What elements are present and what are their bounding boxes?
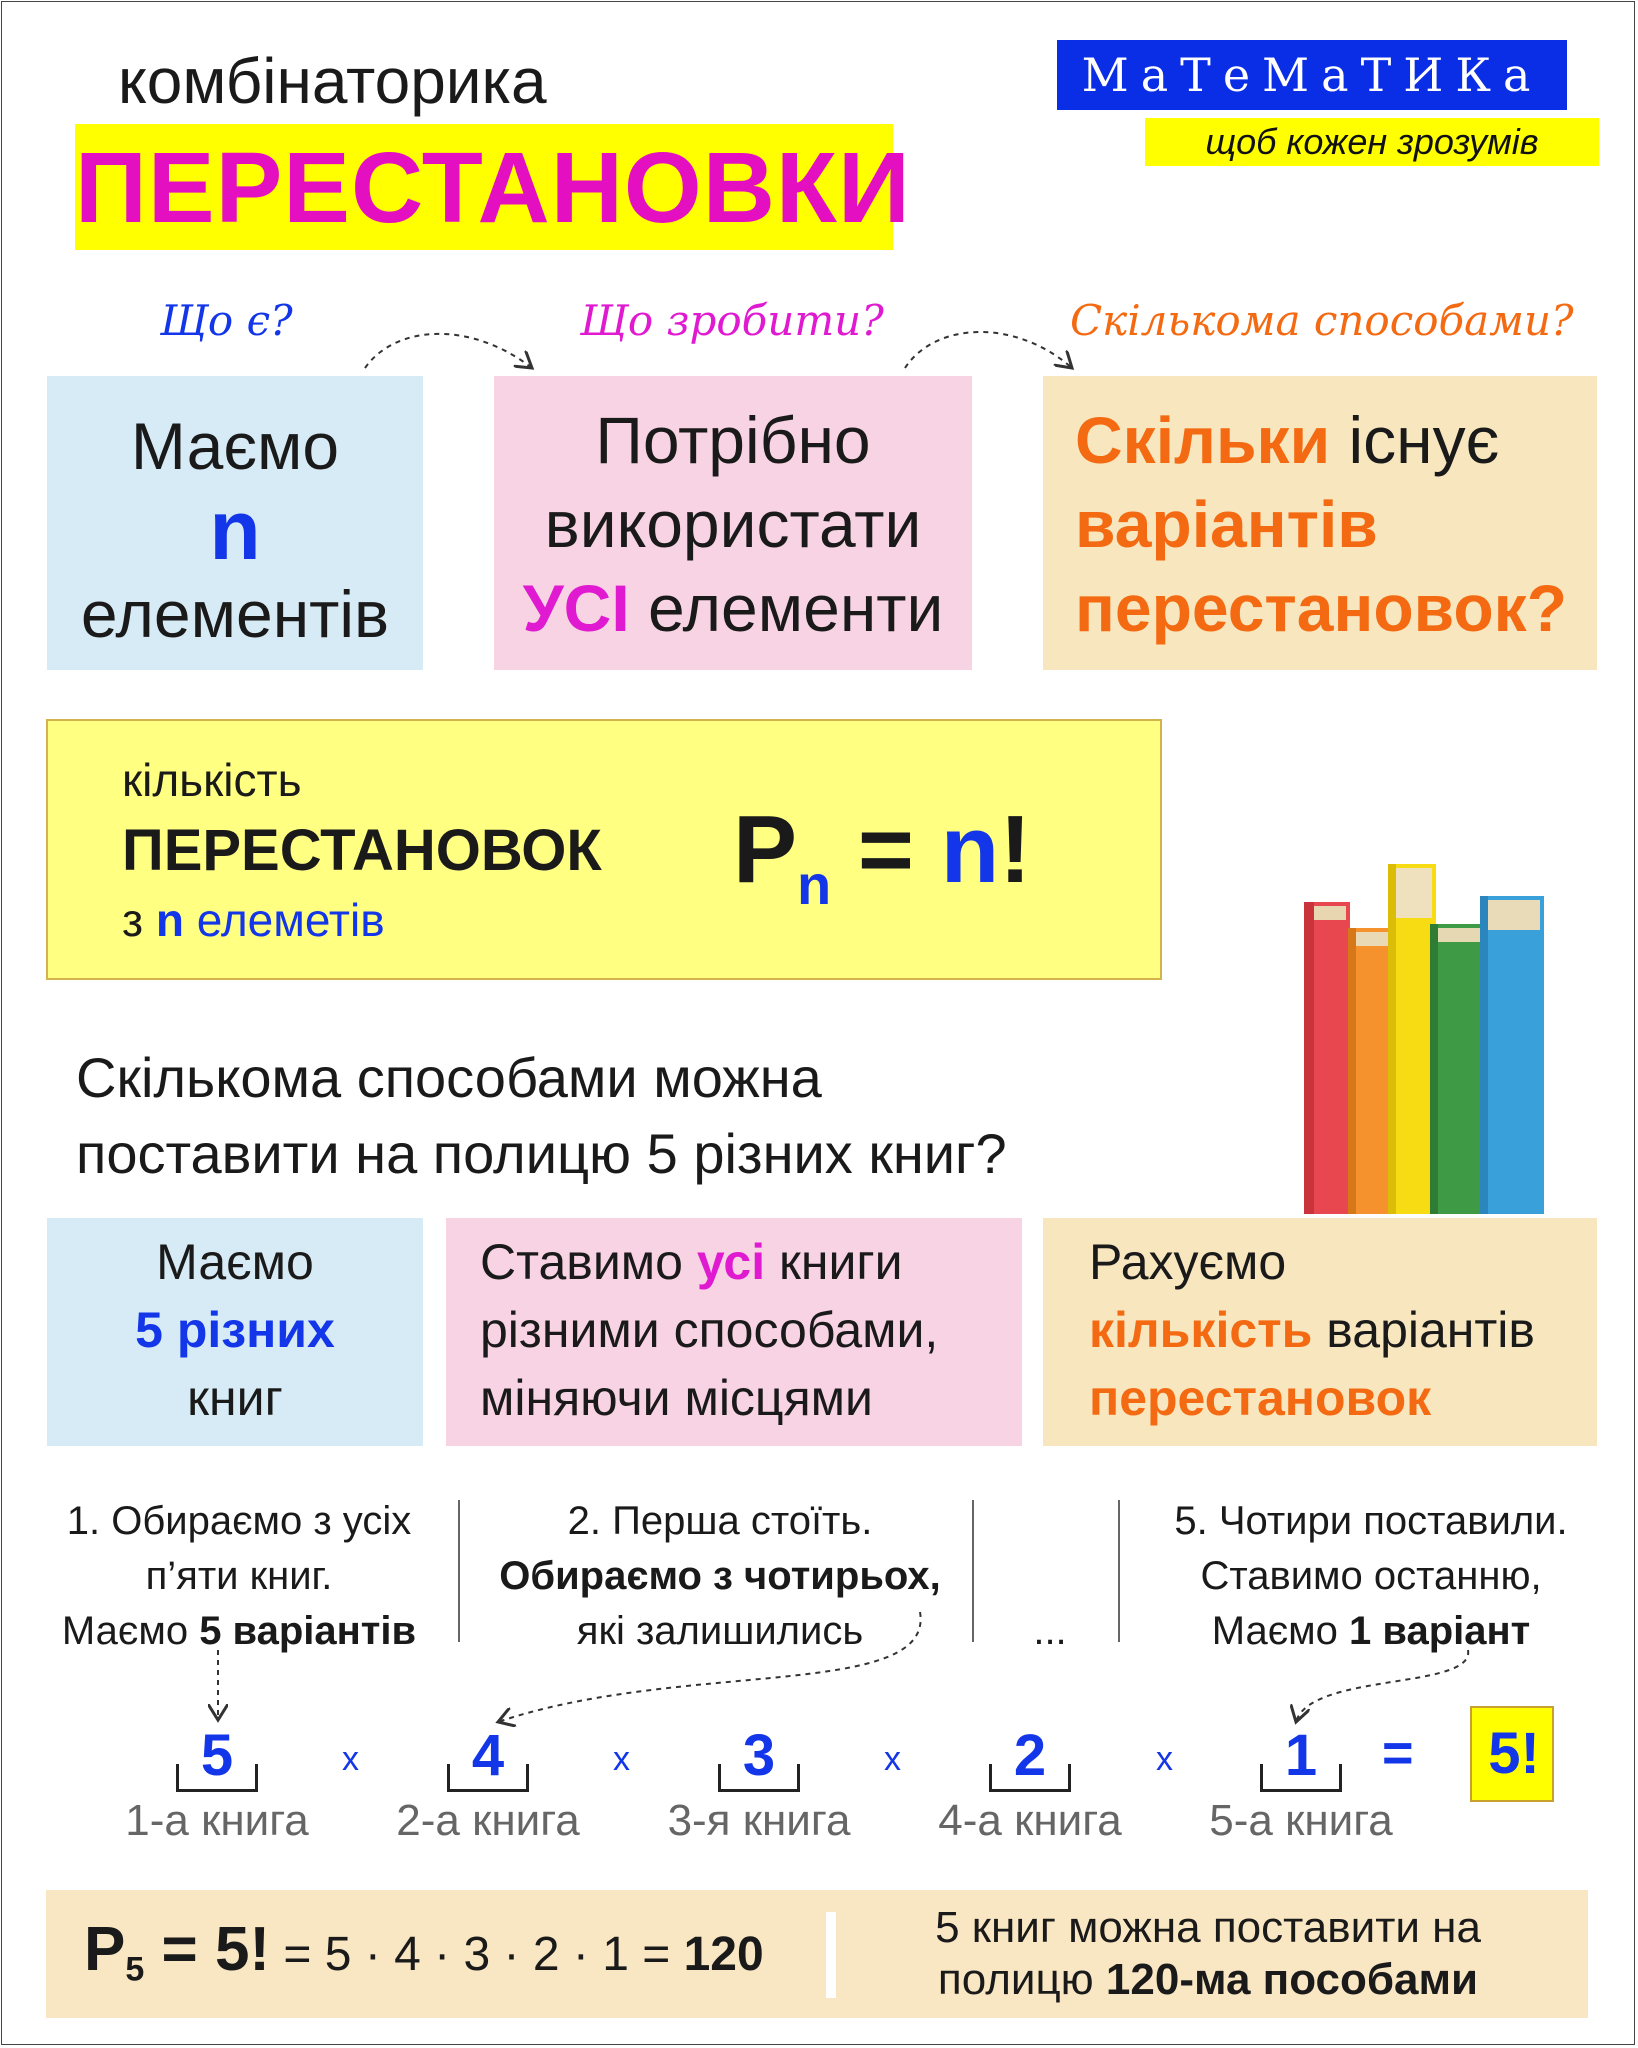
step1-line2: п’яти книг. bbox=[145, 1554, 333, 1598]
box-have-line3: елементів bbox=[80, 577, 390, 651]
bracket-5 bbox=[1260, 1764, 1342, 1792]
formula-of-rest: елеметів bbox=[183, 894, 385, 946]
formula-of-prefix: з bbox=[122, 894, 156, 946]
mid-put-l1a: Ставимо bbox=[480, 1234, 697, 1290]
summary-conclusion bbox=[858, 1902, 1558, 2006]
permutation-formula bbox=[733, 795, 1031, 917]
box-five-books bbox=[47, 1218, 423, 1446]
factor-4: 2 bbox=[1013, 1723, 1047, 1788]
page-title: ПЕРЕСТАНОВКИ bbox=[75, 132, 911, 244]
box-count-line1 bbox=[1075, 398, 1597, 482]
formula-sub: n bbox=[797, 853, 832, 916]
summary-expansion: = 5 · 4 · 3 · 2 · 1 = bbox=[270, 1928, 684, 1981]
box-need-line3 bbox=[494, 566, 972, 650]
formula-rhs-n: n bbox=[940, 796, 1000, 903]
mid-have-line1: Маємо bbox=[156, 1234, 314, 1290]
times-sign: x bbox=[884, 1740, 901, 1778]
conclusion-line1: 5 книг можна поставити на bbox=[935, 1903, 1481, 1952]
mid-have-line2: 5 різних bbox=[135, 1302, 335, 1358]
answer-box bbox=[1470, 1706, 1554, 1802]
question-what-is: Що є? bbox=[160, 296, 293, 345]
formula-of-label bbox=[122, 893, 385, 947]
mid-put-l1c: книги bbox=[765, 1234, 903, 1290]
box-need-rest: елементи bbox=[629, 571, 944, 645]
mid-count-line3: перестановок bbox=[1089, 1370, 1432, 1426]
factor-2: 4 bbox=[471, 1723, 505, 1788]
times-sign: x bbox=[1156, 1740, 1173, 1778]
box-need-line2: використати bbox=[544, 487, 922, 561]
answer-factorial: 5! bbox=[1488, 1721, 1540, 1786]
box-need-line1: Потрібно bbox=[595, 403, 871, 477]
factor-label-1: 1-а книга bbox=[125, 1796, 309, 1845]
step5-line2: Ставимо останню, bbox=[1200, 1554, 1542, 1598]
step-2 bbox=[470, 1494, 970, 1659]
box-have-line1: Маємо bbox=[130, 409, 340, 483]
box-have-n-elements bbox=[47, 376, 423, 670]
mid-put-line2: різними способами, bbox=[480, 1302, 939, 1358]
arrow-q1-q2 bbox=[365, 334, 532, 368]
step-1 bbox=[30, 1494, 448, 1659]
book-green bbox=[1430, 924, 1486, 1214]
equals-sign: = bbox=[1382, 1723, 1414, 1783]
arrow-step5 bbox=[1296, 1650, 1468, 1722]
conclusion-line2 bbox=[858, 1954, 1558, 2006]
mid-put-all: усі bbox=[696, 1234, 766, 1290]
step1-l3a: Маємо bbox=[61, 1609, 200, 1653]
question-what-to-do: Що зробити? bbox=[580, 296, 884, 345]
mid-count-line2 bbox=[1089, 1296, 1597, 1364]
book-yellow bbox=[1388, 864, 1436, 1214]
formula-count-label: кількість bbox=[122, 754, 302, 806]
step-5 bbox=[1125, 1494, 1617, 1659]
formula-rhs-bang: ! bbox=[999, 796, 1032, 903]
formula-perms-label: ПЕРЕСТАНОВОК bbox=[122, 818, 602, 883]
formula-p: P bbox=[733, 796, 798, 903]
step5-line1: 5. Чотири поставили. bbox=[1174, 1499, 1568, 1543]
formula-eq: = bbox=[831, 796, 941, 903]
problem-line1: Скількома способами можна bbox=[76, 1046, 822, 1109]
subtitle: комбінаторика bbox=[118, 45, 547, 117]
box-count-variants: варіантів bbox=[1075, 487, 1378, 561]
book-blue bbox=[1480, 896, 1544, 1214]
summary-sub: 5 bbox=[125, 1950, 145, 1989]
step-ellipsis bbox=[985, 1494, 1115, 1659]
problem-statement bbox=[76, 1040, 1007, 1192]
times-sign: x bbox=[342, 1740, 359, 1778]
mid-count-line1: Рахуємо bbox=[1089, 1234, 1287, 1290]
summary-calculation bbox=[84, 1914, 764, 1990]
conclusion-l2a: полицю bbox=[937, 1955, 1106, 2004]
formula-box bbox=[46, 719, 1162, 980]
step1-line1: 1. Обираємо з усіх bbox=[66, 1499, 412, 1543]
mid-put-line3: міняючи місцями bbox=[480, 1370, 873, 1426]
mid-count-quantity: кількість bbox=[1089, 1302, 1313, 1358]
step2-line3: які залишились bbox=[576, 1609, 864, 1653]
step-divider bbox=[1118, 1500, 1120, 1642]
box-count-perms: перестановок? bbox=[1075, 571, 1568, 645]
mid-have-line3: книг bbox=[187, 1370, 283, 1426]
factor-label-3: 3-я книга bbox=[667, 1796, 851, 1845]
step1-line3 bbox=[30, 1604, 448, 1659]
step-ellipsis-text: ... bbox=[1033, 1609, 1067, 1653]
factor-1: 5 bbox=[200, 1723, 234, 1788]
factor-label-5: 5-а книга bbox=[1209, 1796, 1393, 1845]
step5-line3 bbox=[1125, 1604, 1617, 1659]
summary-bar bbox=[46, 1890, 1588, 2018]
step-divider bbox=[458, 1500, 460, 1642]
question-how-many: Скількома способами? bbox=[1070, 296, 1574, 345]
summary-result: 120 bbox=[683, 1928, 764, 1981]
book-red bbox=[1304, 902, 1350, 1214]
times-sign: x bbox=[613, 1740, 630, 1778]
factor-5: 1 bbox=[1284, 1723, 1318, 1788]
box-how-many-variants bbox=[1043, 376, 1597, 670]
brand-name: МаТеМаТИКа bbox=[1081, 48, 1543, 102]
box-count-perms bbox=[1043, 1218, 1597, 1446]
summary-p: P bbox=[84, 1915, 126, 1984]
bracket-4 bbox=[989, 1764, 1071, 1792]
mid-put-line1 bbox=[480, 1228, 1022, 1296]
arrow-q2-q3 bbox=[905, 332, 1072, 368]
slogan: щоб кожен зрозумів bbox=[1205, 121, 1539, 162]
bracket-2 bbox=[447, 1764, 529, 1792]
formula-of-n: n bbox=[155, 894, 184, 946]
conclusion-l2b: 120-ма пособами bbox=[1105, 1955, 1479, 2004]
box-arrange-all bbox=[446, 1218, 1022, 1446]
step5-l3b: 1 варіант bbox=[1349, 1609, 1531, 1653]
box-count-how-many: Скільки bbox=[1075, 403, 1331, 477]
step1-l3b: 5 варіантів bbox=[199, 1609, 417, 1653]
box-need-all: УСІ bbox=[522, 571, 630, 645]
box-use-all-elements bbox=[494, 376, 972, 670]
books-illustration bbox=[1290, 850, 1590, 1220]
factor-label-4: 4-а книга bbox=[938, 1796, 1122, 1845]
bracket-3 bbox=[718, 1764, 800, 1792]
box-have-n: n bbox=[209, 483, 261, 577]
factor-label-2: 2-а книга bbox=[396, 1796, 580, 1845]
step5-l3a: Маємо bbox=[1211, 1609, 1350, 1653]
factor-3: 3 bbox=[742, 1723, 776, 1788]
summary-eq: = 5! bbox=[144, 1915, 271, 1984]
problem-line2: поставити на полицю 5 різних книг? bbox=[76, 1122, 1007, 1185]
box-count-exists: існує bbox=[1330, 403, 1500, 477]
step2-line2: Обираємо з чотирьох, bbox=[499, 1554, 941, 1598]
bracket-1 bbox=[176, 1764, 258, 1792]
step2-line1: 2. Перша стоїть. bbox=[567, 1499, 873, 1543]
step-divider bbox=[972, 1500, 974, 1642]
mid-count-variants: варіантів bbox=[1312, 1302, 1535, 1358]
summary-divider bbox=[826, 1912, 836, 1998]
